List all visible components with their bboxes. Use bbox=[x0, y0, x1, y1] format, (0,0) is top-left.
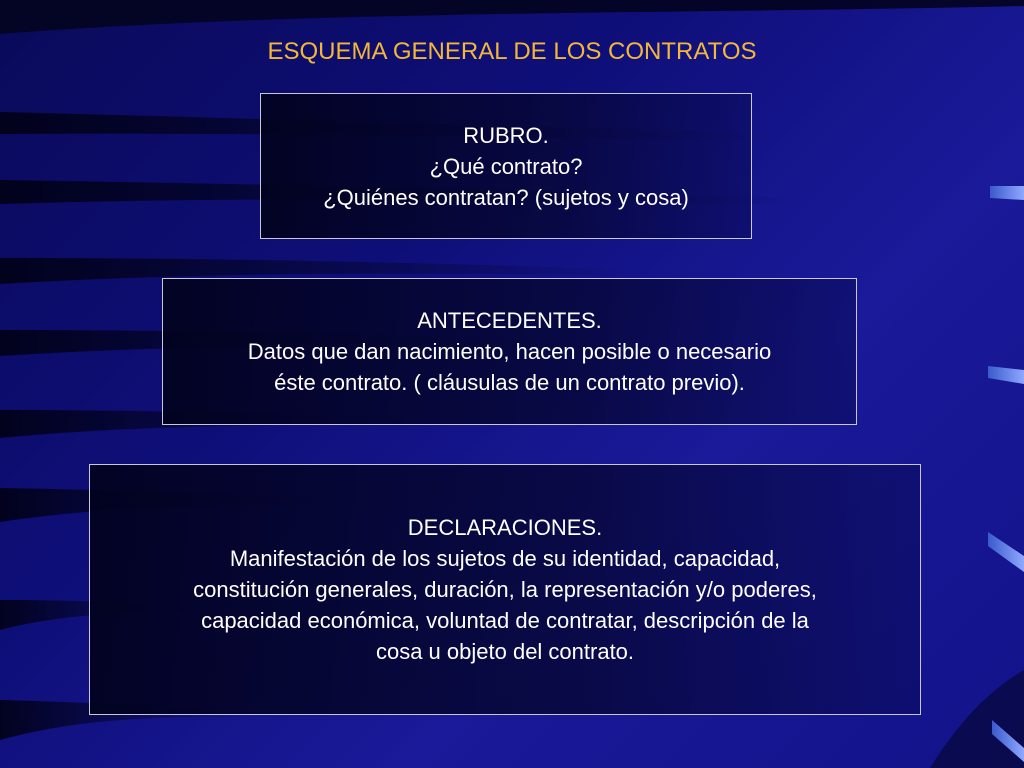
rubro-line-2: ¿Quiénes contratan? (sujetos y cosa) bbox=[323, 184, 689, 210]
declaraciones-line-4: cosa u objeto del contrato. bbox=[375, 639, 635, 664]
antecedentes-line-1: Datos que dan nacimiento, hacen posible o necesario bbox=[247, 339, 772, 364]
rubro-line-1: ¿Qué contrato? bbox=[429, 153, 583, 179]
antecedentes-line-2: éste contrato. ( cláusulas de un contrato previo). bbox=[274, 370, 745, 395]
slide-title: ESQUEMA GENERAL DE LOS CONTRATOS bbox=[267, 38, 757, 65]
antecedentes-box bbox=[162, 278, 857, 425]
rubro-heading: RUBRO. bbox=[463, 122, 549, 148]
declaraciones-box bbox=[89, 464, 921, 715]
antecedentes-heading: ANTECEDENTES. bbox=[417, 308, 602, 333]
rubro-box bbox=[260, 93, 752, 239]
declaraciones-line-3: capacidad económica, voluntad de contratar, descripción de la bbox=[201, 608, 809, 633]
declaraciones-line-1: Manifestación de los sujetos de su identidad, capacidad, bbox=[229, 546, 781, 571]
declaraciones-heading: DECLARACIONES. bbox=[407, 515, 603, 540]
declaraciones-line-2: constitución generales, duración, la representación y/o poderes, bbox=[193, 577, 817, 602]
